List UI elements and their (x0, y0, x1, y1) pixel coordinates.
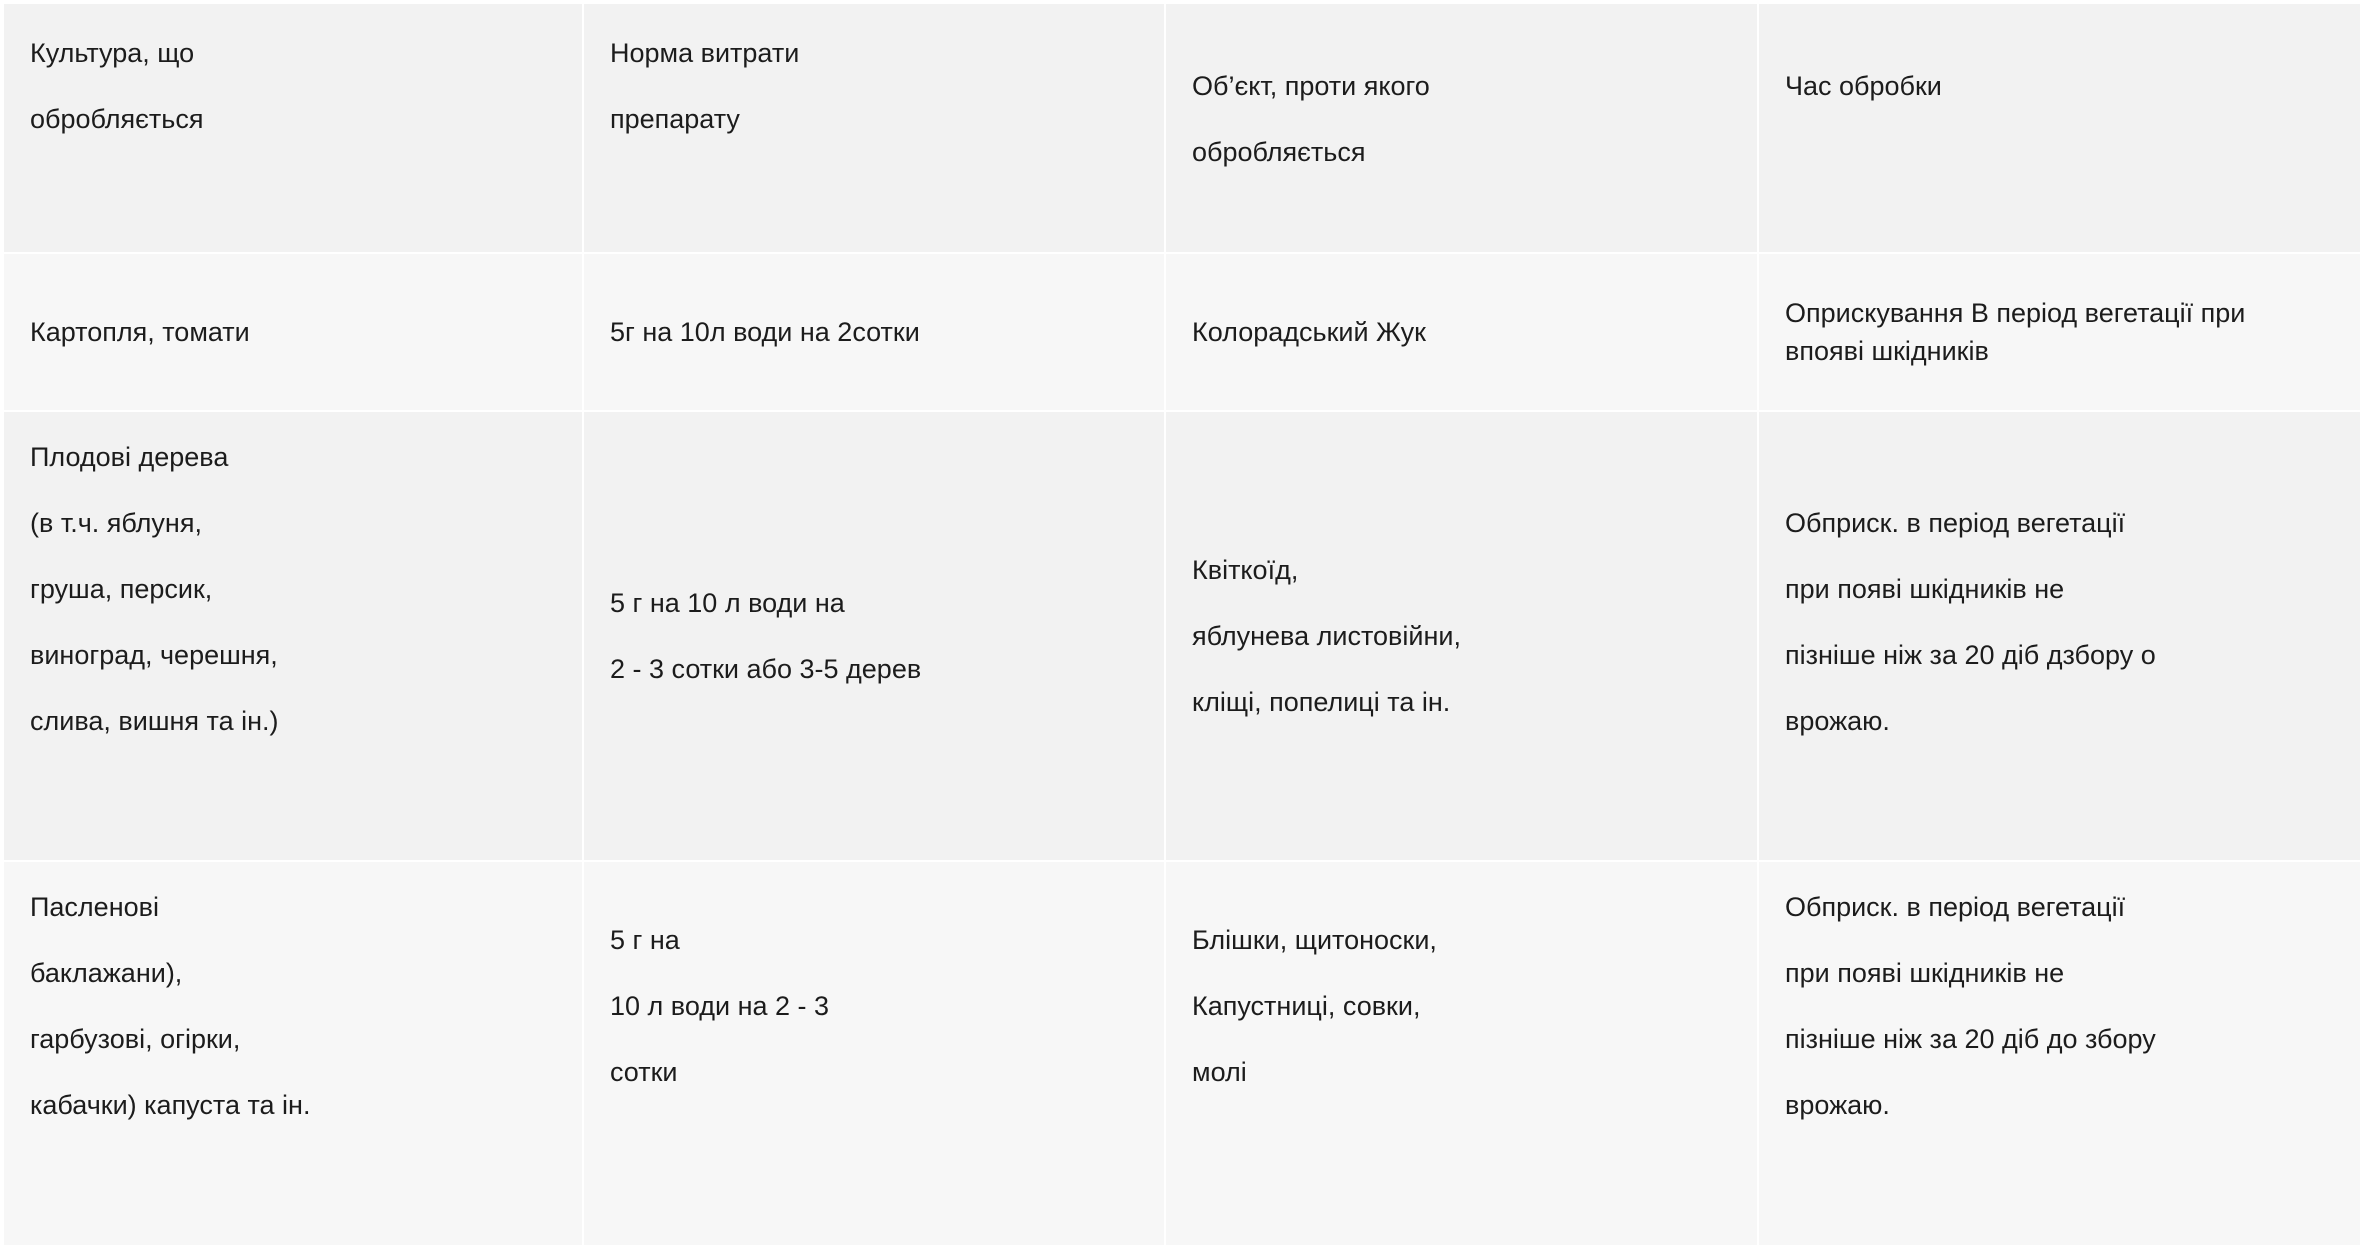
header-crop (4, 4, 584, 254)
cell-line: Оприскування В період вегетації при (1785, 298, 2246, 328)
cell-crop (4, 254, 584, 412)
cell-line: 5 г на (610, 925, 680, 955)
cell-crop (4, 412, 584, 862)
cell-line: (в т.ч. яблуня, (30, 508, 202, 538)
cell-line: Колорадський Жук (1192, 317, 1426, 347)
cell-crop (4, 862, 584, 1247)
cell-line: Блішки, щитоноски, (1192, 925, 1437, 955)
cell-target (1166, 862, 1759, 1247)
cell-line: врожаю. (1785, 706, 1890, 736)
cell-time (1759, 254, 2360, 412)
cell-line: 10 л води на 2 - 3 (610, 991, 830, 1021)
cell-line: груша, персик, (30, 574, 213, 604)
cell-line: пізніше ніж за 20 діб до збору (1785, 1024, 2156, 1054)
cell-rate (584, 862, 1166, 1247)
cell-rate (584, 412, 1166, 862)
cell-line: Картопля, томати (30, 317, 250, 347)
cell-line: гарбузові, огірки, (30, 1024, 241, 1054)
cell-target (1166, 254, 1759, 412)
cell-line: Плодові дерева (30, 442, 229, 472)
header-crop-line: Культура, що (30, 38, 195, 68)
cell-line: Обприск. в період вегетації (1785, 508, 2126, 538)
cell-line: кабачки) капуста та ін. (30, 1090, 311, 1120)
cell-target (1166, 412, 1759, 862)
cell-line: Обприск. в період вегетації (1785, 892, 2126, 922)
cell-line: впояві шкідників (1785, 336, 1989, 366)
table-row (4, 412, 2360, 862)
header-crop-line: обробляється (30, 104, 204, 134)
cell-line: слива, вишня та ін.) (30, 706, 279, 736)
cell-line: Квіткоїд, (1192, 555, 1299, 585)
header-time-line: Час обробки (1785, 71, 1942, 101)
header-rate-line: препарату (610, 104, 740, 134)
table-row (4, 254, 2360, 412)
cell-line: Пасленові (30, 892, 159, 922)
cell-line: баклажани), (30, 958, 183, 988)
cell-line: врожаю. (1785, 1090, 1890, 1120)
header-rate (584, 4, 1166, 254)
table-header-row (4, 4, 2360, 254)
cell-line: сотки (610, 1057, 678, 1087)
cell-rate (584, 254, 1166, 412)
header-time (1759, 4, 2360, 254)
cell-time (1759, 862, 2360, 1247)
cell-line: 2 - 3 сотки або 3-5 дерев (610, 654, 922, 684)
cell-line: при появі шкідників не (1785, 958, 2065, 988)
cell-line: молі (1192, 1057, 1247, 1087)
header-target (1166, 4, 1759, 254)
cell-line: Капустниці, совки, (1192, 991, 1421, 1021)
table-row (4, 862, 2360, 1247)
header-rate-line: Норма витрати (610, 38, 800, 68)
cell-line: виноград, черешня, (30, 640, 278, 670)
cell-line: кліщі, попелиці та ін. (1192, 687, 1451, 717)
header-target-line: обробляється (1192, 137, 1366, 167)
cell-time (1759, 412, 2360, 862)
cell-line: яблунева листовійни, (1192, 621, 1461, 651)
cell-line: 5г на 10л води на 2сотки (610, 317, 920, 347)
cell-line: при появі шкідників не (1785, 574, 2065, 604)
header-target-line: Об’єкт, проти якого (1192, 71, 1430, 101)
cell-line: 5 г на 10 л води на (610, 588, 845, 618)
cell-line: пізніше ніж за 20 діб дзбору о (1785, 640, 2156, 670)
treatment-table (4, 4, 2360, 1247)
